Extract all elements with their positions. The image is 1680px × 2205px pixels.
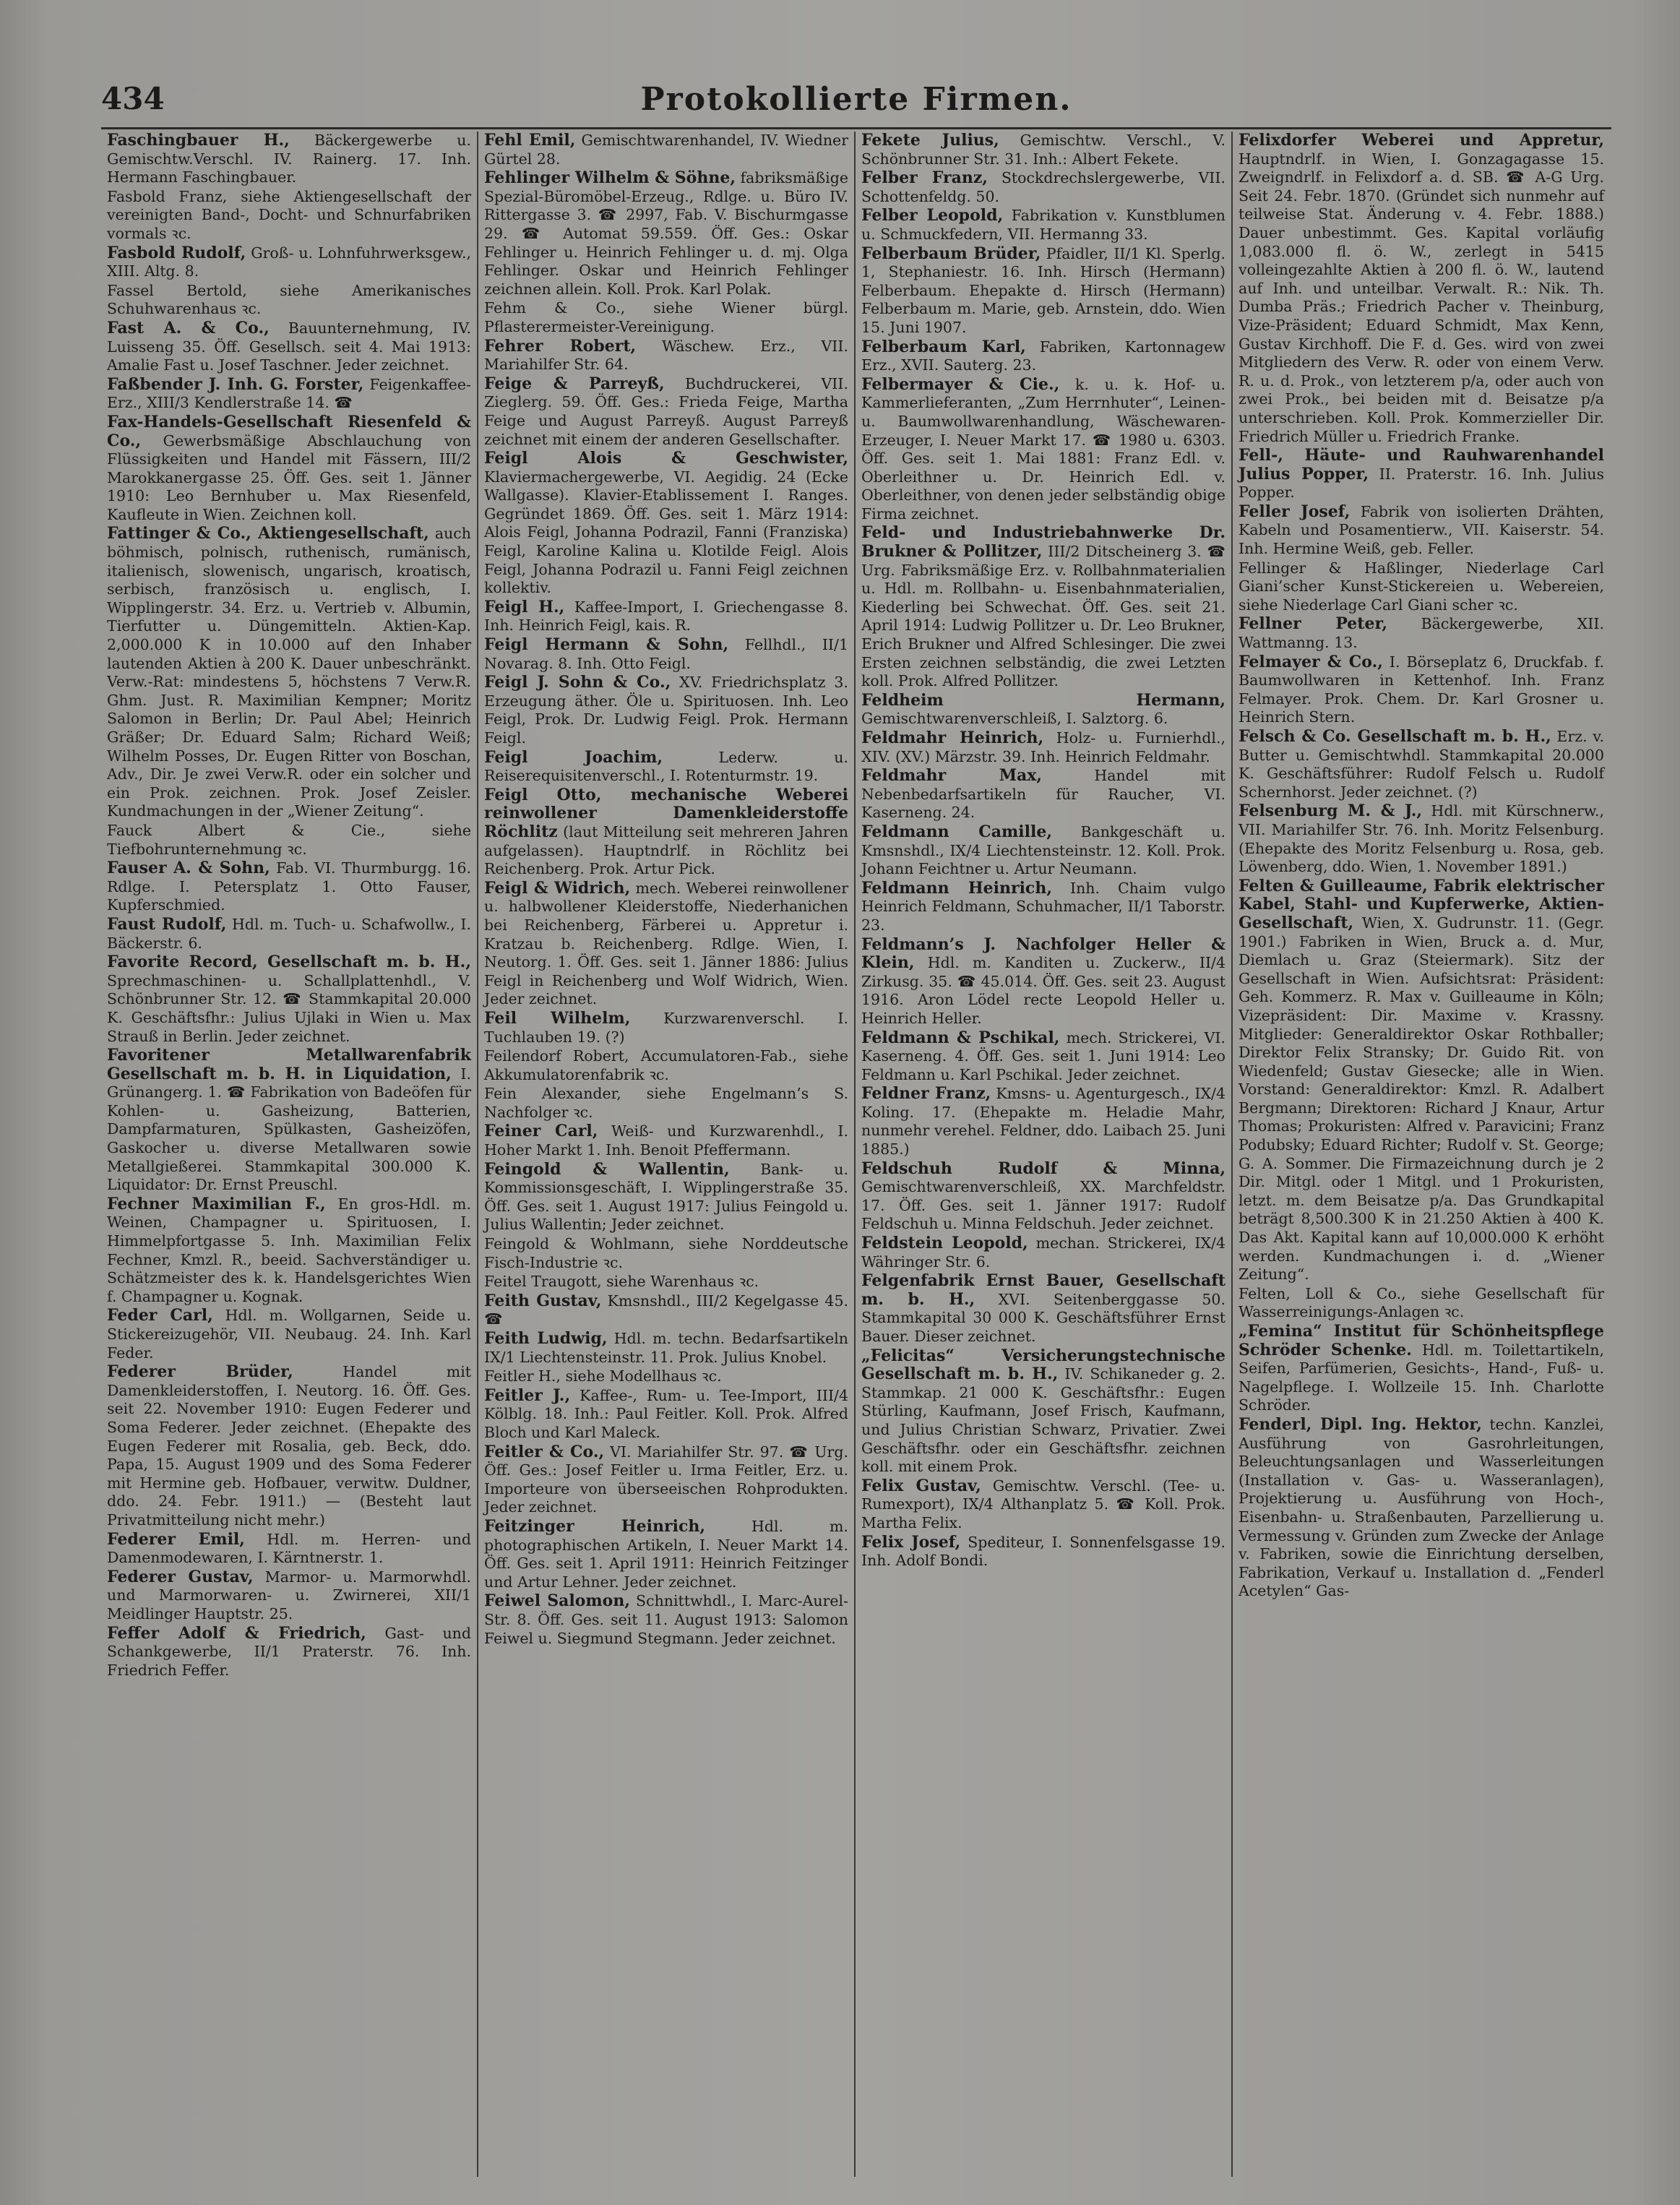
firm-details: mech. Weberei reinwollener u. halbwollener Kleiderstoffe, Niederhanichen bei Reichenberg, Färberei u. Appretur i. Kratzau b. Reichenberg. Rdlge. Wien, I. Neutorg. 1. Öff. Ges. seit 1. Jänner 1886: Julius Feigl in Reichenberg und Wolf Widrich, Wien. Jeder zeichnet. [484, 879, 848, 1008]
firm-entry [861, 207, 1225, 244]
firm-entry [1239, 503, 1604, 559]
firm-details: Fellhdl., II/1 Novarag. 8. Inh. Otto Feigl. [484, 636, 848, 672]
firm-entry [861, 1085, 1225, 1159]
firm-entry [107, 1568, 471, 1624]
firm-details: Feitel Traugott, siehe Warenhaus ꝛc. [484, 1273, 759, 1291]
firm-name: Feiwel Salomon, [484, 1591, 631, 1611]
firm-details: Holz- u. Furnierhdl., XIV. (XV.) Märzstr. 39. Inh. Heinrich Feldmahr. [861, 729, 1225, 765]
firm-details: Gemischtw. Verschl. (Tee- u. Rumexport), IX/4 Althanplatz 5. ☎ Koll. Prok. Martha Felix. [861, 1477, 1226, 1531]
firm-name: Feder Carl, [107, 1306, 213, 1325]
firm-entry [484, 1367, 848, 1386]
firm-details: k. u. k. Hof- u. Kammerlieferanten, „Zum Herrnhuter“, Leinen- u. Baumwollwarenhandlung, Wäschewaren-Erzeuger, I. Neuer Markt 17. ☎ 1980 u. 6303. Öff. Ges. seit 1. Mai 1881: Franz Edl. v. Oberleithner u. Dr. Heinrich Edl. v. Oberleithner, von denen jeder selbständig obige Firma zeichnet. [861, 375, 1225, 523]
firm-entry [107, 1363, 471, 1529]
firm-entry [484, 1010, 848, 1046]
firm-name: Felix Josef, [861, 1532, 961, 1552]
firm-entry [107, 244, 471, 281]
firm-entry [484, 1330, 848, 1367]
firm-entry [484, 1443, 848, 1517]
firm-details: auch böhmisch, polnisch, ruthenisch, rumänisch, italienisch, slowenisch, ungarisch, kroatisch, serbisch, französisch u. englisch, I. Wipplingerstr. 34. Erz. u. Vertrieb v. Albumin, Tierfutter u. Düngemitteln. Aktien-Kap. 2,000.000 K in 10.000 auf den Inhaber lautenden Aktien à 200 K. Dauer unbeschränkt. Verw.-Rat: mindestens 5, höchstens 7 Verw.R. Ghm. Just. R. Maximilian Kempner; Moritz Salomon in Berlin; Dr. Paul Abel; Heinrich Gräßer; Dr. Eduard Salm; Richard Weiß; Wilhelm Posses, Dr. Eugen Ritter von Boschan, Adv., Dir. Je zwei Verw.R. oder ein solcher und ein Prok. zeichnen. Prok. Josef Zeisler. Kundmachungen in der „Wiener Zeitung“. [107, 525, 471, 820]
firm-name: Feitler J., [484, 1385, 571, 1405]
firm-details: I. Börseplatz 6, Druckfab. f. Baumwollwaren in Kettenhof. Inh. Franz Felmayer. Prok. Chem. Dr. Karl Grosner u. Heinrich Stern. [1239, 653, 1604, 726]
firm-entry [484, 1273, 848, 1291]
firm-entry [484, 132, 848, 168]
firm-details: Weiß- und Kurzwarenhdl., I. Hoher Markt 1. Inh. Benoit Pfeffermann. [484, 1122, 849, 1159]
firm-details: Felten, Loll & Co., siehe Gesellschaft für Wasserreinigungs-Anlagen ꝛc. [1239, 1284, 1604, 1321]
firm-name: Feldmann Camille, [861, 822, 1053, 841]
firm-name: Feigl Otto, mechanische Weberei reinwollener Damenkleiderstoffe Röchlitz [484, 785, 848, 841]
firm-details: Fabrikation v. Kunstblumen u. Schmuckfedern, VII. Hermanng 33. [861, 207, 1225, 243]
firm-name: Fauser A. & Sohn, [107, 859, 270, 878]
firm-name: Felber Leopold, [861, 206, 1004, 225]
firm-entry [861, 767, 1225, 822]
firm-name: Feldner Franz, [861, 1084, 991, 1104]
firm-name: Fax-Handels-Gesellschaft Riesenfeld & Co., [107, 412, 471, 450]
firm-details: Fauck Albert & Cie., siehe Tiefbohrunternehmung ꝛc. [107, 821, 471, 858]
firm-details: Erz. v. Butter u. Gemischtwhdl. Stammkapital 20.000 K. Geschäftsführer: Rudolf Felsch u. Rudolf Schernhorst. Jeder zeichnet. (?) [1239, 728, 1605, 801]
firm-name: Feller Josef, [1239, 502, 1351, 521]
column-2 [478, 132, 856, 2177]
firm-entry [861, 132, 1225, 168]
firm-entry [107, 822, 471, 859]
firm-details: Kurzwarenverschl. I. Tuchlauben 19. (?) [484, 1009, 848, 1046]
firm-entry [484, 598, 848, 635]
firm-details: Inh. Chaim vulgo Heinrich Feldmann, Schuhmacher, II/1 Taborstr. 23. [861, 879, 1225, 934]
firm-name: Fell-, Häute- und Rauhwarenhandel Julius Popper, [1239, 446, 1604, 483]
firm-name: Fasbold Rudolf, [107, 243, 246, 262]
firm-entry [861, 692, 1225, 728]
page-header [101, 81, 1611, 124]
firm-name: Feldmann Heinrich, [861, 878, 1052, 898]
firm-entry [107, 1046, 471, 1195]
firm-details: (laut Mitteilung seit mehreren Jahren aufgelassen). Hauptndrlf. in Röchlitz bei Reichenberg. Prok. Artur Pick. [484, 822, 848, 878]
firm-details: Fein Alexander, siehe Engelmann’s S. Nachfolger ꝛc. [484, 1085, 848, 1121]
firm-details: Lederw. u. Reiserequisitenverschl., I. Rotenturmstr. 19. [484, 748, 849, 785]
firm-name: „Felicitas“ Versicherungstechnische Gesellschaft m. b. H., [861, 1346, 1225, 1384]
firm-entry [484, 1387, 848, 1443]
firm-name: Feitzinger Heinrich, [484, 1516, 706, 1536]
firm-details: Schnittwhdl., I. Marc-Aurel-Str. 8. Öff. Ges. seit 11. August 1913: Salomon Feiwel u. Siegmund Stegmann. Jeder zeichnet. [484, 1592, 848, 1647]
firm-details: Kmsns- u. Agenturgesch., IX/4 Koling. 17. (Ehepakte m. Heladie Mahr, nunmehr verehel. Feldner, ddo. Laibach 25. Juni 1885.) [861, 1085, 1225, 1159]
firm-name: Feldmahr Max, [861, 766, 1043, 786]
firm-details: Hdl. m. photographischen Artikeln, I. Neuer Markt 14. Öff. Ges. seit 1. April 1911: Heinrich Feitzinger und Artur Lehner. Jeder zeichnet. [484, 1517, 849, 1591]
firm-details: Klaviermachergewerbe, VI. Aegidig. 24 (Ecke Wallgasse). Klavier-Etablissement I. Ranges. Gegründet 1869. Öff. Ges. seit 1. März 1914: Alois Feigl, Johanna Podrazil, Fanni (Franziska) Feigl, Karoline Kalina u. Klotilde Feigl. Alois Feigl, Johanna Podrazil u. Fanni Feigl zeichnen kollektiv. [484, 468, 848, 597]
firm-name: Felmayer & Co., [1239, 652, 1383, 671]
firm-entry [107, 1625, 471, 1680]
firm-entry [861, 1160, 1225, 1234]
firm-entry [107, 1307, 471, 1362]
firm-details: Hdl. m. Tuch- u. Schafwollw., I. Bäckerstr. 6. [107, 915, 471, 952]
firm-name: Feige & Parreyß, [484, 374, 665, 393]
firm-entry [1239, 1285, 1604, 1322]
firm-entry [1239, 802, 1604, 876]
firm-entry [484, 1292, 848, 1329]
firm-name: Feld- und Industriebahnwerke Dr. Brukner & Pollitzer, [861, 523, 1225, 562]
firm-name: Federer Gustav, [107, 1567, 254, 1586]
firm-name: Fechner Maximilian F., [107, 1194, 326, 1213]
firm-name: Feith Gustav, [484, 1291, 602, 1310]
firm-name: Fenderl, Dipl. Ing. Hektor, [1239, 1414, 1482, 1434]
firm-name: Feigl H., [484, 597, 565, 616]
firm-details: Gewerbsmäßige Abschlauchung von Flüssigkeiten und Handel mit Fässern, III/2 Marokkanergasse 25. Öff. Ges. seit 1. Jänner 1910: Leo Bernhuber u. Max Riesenfeld, Kaufleute in Wien. Zeichnen koll. [107, 431, 471, 523]
firm-details: Gemischtwarenverschleiß, I. Salztorg. 6. [861, 710, 1168, 728]
firm-details: Marmor- u. Marmorwhdl. und Marmorwaren- u. Zwirnerei, XII/1 Meidlinger Hauptstr. 25. [107, 1568, 472, 1622]
firm-entry [861, 1272, 1225, 1346]
firm-details: Sprechmaschinen- u. Schallplattenhdl., V. Schönbrunner Str. 12. ☎ Stammkapital 20.000 K. Geschäftsfhr.: Julius Ujlaki in Wien u. Max Strauß in Berlin. Jeder zeichnet. [107, 971, 471, 1045]
firm-entry [484, 1235, 848, 1272]
firm-name: Fast A. & Co., [107, 318, 270, 338]
firm-entry [861, 376, 1225, 524]
firm-details: Feigenkaffee-Erz., XIII/3 Kendlerstraße 14. ☎ [107, 375, 471, 412]
running-head: Protokollierte Firmen. [640, 81, 1072, 118]
firm-entry [1239, 1416, 1604, 1601]
firm-entry [1239, 728, 1604, 801]
firm-entry [861, 245, 1225, 338]
column-3 [856, 132, 1233, 2177]
firm-entry [107, 132, 471, 187]
firm-entry [484, 338, 848, 374]
firm-name: Faschingbauer H., [107, 132, 290, 150]
firm-details: techn. Kanzlei, Ausführung von Gasrohrleitungen, Beleuchtungsanlagen und Wasserleitungen (Installation v. Gas- u. Wasseranlagen), Projektierung u. Ausführung von Hoch-, Eisenbahn- u. Straßenbauten, Parzellierung u. Vermessung v. Gründen zum Zwecke der Anlage v. Fabriken, sowie die Einrichtung derselben, Fabrikation, Verkauf u. Installation d. „Fenderl Acetylen“ Gas- [1239, 1415, 1604, 1600]
firm-details: Gemischtwarenhandel, IV. Wiedner Gürtel 28. [484, 132, 848, 168]
firm-details: VI. Mariahilfer Str. 97. ☎ Urg. Öff. Ges.: Josef Feitler u. Irma Feitler, Erz. u. Importeure von überseeischen Rohprodukten. Jeder zeichnet. [484, 1443, 848, 1516]
firm-details: Groß- u. Lohnfuhrwerksgew., XIII. Altg. 8. [107, 244, 471, 280]
firm-name: Feldmann & Pschikal, [861, 1028, 1060, 1047]
column-1 [101, 132, 478, 2177]
firm-name: Feigl J. Sohn & Co., [484, 673, 671, 692]
firm-entry [861, 823, 1225, 879]
firm-details: fabriksmäßige Spezial-Büromöbel-Erzeug., Rdlge. u. Büro IV. Rittergasse 3. ☎ 2997, Fab. V. Bischurmgasse 29. ☎ Automat 59.559. Öff. Ges.: Oskar Fehlinger u. Heinrich Fehlinger u. d. mj. Olga Fehlinger. Oskar und Heinrich Fehlinger zeichnen allein. Koll. Prok. Karl Polak. [484, 169, 848, 298]
firm-name: Felberbaum Brüder, [861, 244, 1041, 263]
firm-entry [484, 299, 848, 336]
firm-name: Faßbender J. Inh. G. Forster, [107, 374, 364, 394]
firm-entry [107, 1531, 471, 1568]
firm-entry [1239, 132, 1604, 446]
firm-name: Feldheim Hermann, [861, 690, 1225, 710]
firm-details: I. Grünangerg. 1. ☎ Fabrikation von Badeöfen für Kohlen- u. Gasheizung, Batterien, Dampfarmaturen, Spülkasten, Gasheizöfen, Gaskocher u. diverse Metallwaren sowie Metallgießerei. Stammkapital 300.000 K. Liquidator: Dr. Ernst Preuschl. [107, 1065, 471, 1194]
firm-entry [484, 375, 848, 449]
firm-entry [107, 525, 471, 821]
firm-name: Federer Brüder, [107, 1362, 293, 1382]
firm-name: Feingold & Wallentin, [484, 1159, 730, 1179]
firm-details: Hdl. m. Wollgarnen, Seide u. Stickereizugehör, VII. Neubaug. 24. Inh. Karl Feder. [107, 1307, 471, 1362]
firm-name: Fehl Emil, [484, 132, 576, 150]
firm-name: Favorite Record, Gesellschaft m. b. H., [107, 953, 471, 972]
firm-name: Feigl & Widrich, [484, 878, 631, 898]
firm-entry [1239, 615, 1604, 652]
firm-details: mech. Strickerei, VI. Kaserneng. 4. Öff. Ges. seit 1. Juni 1914: Leo Feldmann u. Karl Pschikal. Jeder zeichnet. [861, 1028, 1225, 1083]
firm-name: Feffer Adolf & Friedrich, [107, 1623, 366, 1643]
firm-details: Gast- und Schankgewerbe, II/1 Praterstr. 76. Inh. Friedrich Feffer. [107, 1624, 471, 1679]
firm-details: II. Praterstr. 16. Inh. Julius Popper. [1239, 465, 1604, 502]
firm-name: Felgenfabrik Ernst Bauer, Gesellschaft m. b. H., [861, 1271, 1225, 1309]
firm-name: Felixdorfer Weberei und Appretur, [1239, 132, 1604, 150]
firm-details: Fehm & Co., siehe Wiener bürgl. Pflasterermeister-Vereinigung. [484, 299, 848, 335]
firm-details: Feingold & Wohlmann, siehe Norddeutsche Fisch-Industrie ꝛc. [484, 1235, 848, 1271]
firm-details: Handel mit Damenkleiderstoffen, I. Neutorg. 16. Öff. Ges. seit 22. November 1910: Eugen Federer und Soma Federer. Jeder zeichnet. (Ehepakte des Eugen Federer mit Rosalia, geb. Beck, ddo. Papa, 15. August 1909 und des Soma Federer mit Hermine geb. Hofbauer, verwitw. Duldner, ddo. 24. Febr. 1911.) — (Besteht laut Privatmitteilung nicht mehr.) [107, 1363, 471, 1529]
firm-details: Feilendorf Robert, Accumulatoren-Fab., siehe Akkumulatorenfabrik ꝛc. [484, 1047, 848, 1083]
firm-entry [484, 880, 848, 1009]
firm-entry [861, 880, 1225, 935]
firm-name: Felbermayer & Cie., [861, 374, 1060, 394]
firm-name: Felsenburg M. & J., [1239, 801, 1423, 821]
firm-details: Hdl. m. techn. Bedarfsartikeln IX/1 Liechtensteinstr. 11. Prok. Julius Knobel. [484, 1330, 848, 1366]
firm-entry [107, 916, 471, 953]
firm-entry [107, 1195, 471, 1307]
firm-name: Feldschuh Rudolf & Minna, [861, 1159, 1225, 1178]
firm-entry [107, 188, 471, 244]
firm-entry [861, 936, 1225, 1028]
firm-name: Federer Emil, [107, 1529, 245, 1549]
firm-details: Hdl. m. Toilettartikeln, Seifen, Parfümerien, Gesichts-, Hand-, Fuß- u. Nagelpflege. I. Wollzeile 15. Inh. Charlotte Schröder. [1239, 1341, 1605, 1414]
firm-details: Wäschew. Erz., VII. Mariahilfer Str. 64. [484, 337, 848, 374]
firm-details: Kmsnshdl., III/2 Kegelgasse 45. ☎ [484, 1291, 848, 1328]
firm-details: Stockdrechslergewerbe, VII. Schottenfeldg. 50. [861, 169, 1225, 205]
firm-entry [1239, 653, 1604, 727]
firm-entry [107, 282, 471, 319]
firm-name: Feiner Carl, [484, 1122, 598, 1141]
firm-name: Fehlinger Wilhelm & Söhne, [484, 168, 736, 188]
firm-entry [107, 859, 471, 915]
firm-details: Bäckergewerbe u. Gemischtw.Verschl. IV. Rainerg. 17. Inh. Hermann Faschingbauer. [107, 132, 471, 186]
firm-name: Favoritener Metallwarenfabrik Gesellschaft m. b. H. in Liquidation, [107, 1046, 471, 1083]
firm-entry [861, 169, 1225, 206]
firm-entry [861, 1477, 1225, 1533]
firm-name: Feldstein Leopold, [861, 1234, 1028, 1253]
firm-entry [484, 1592, 848, 1648]
firm-details: Handel mit Nebenbedarfsartikeln für Raucher, VI. Kaserneng. 24. [861, 767, 1225, 822]
firm-details: Fellinger & Haßlinger, Niederlage Carl Giani’scher Kunst-Stickereien u. Webereien, siehe Niederlage Carl Giani scher ꝛc. [1239, 559, 1604, 614]
firm-entry [861, 524, 1225, 690]
firm-details: Wien, X. Gudrunstr. 11. (Gegr. 1901.) Fabriken in Wien, Bruck a. d. Mur, Diemlach u. Graz (Steiermark). Sitz der Gesellschaft in Wien. Aufsichtsrat: Präsident: Geh. Kommerz. R. Max v. Guilleaume in Köln; Vizepräsident: Dir. Maxime v. Krassny. Mitglieder: Generaldirektor Oskar Rothballer; Direktor Felix Stransky; Dr. Guido Rit. von Wiedenfeld; Gustav Giesecke; alle in Wien. Vorstand: Generaldirektor: Kmzl. R. Adalbert Bergmann; Direktoren: Richard J Knaur, Artur Thomas; Prokuristen: Alfred v. Paravicini; Franz Podubsky; Eduard Richter; Rudolf v. St. George; G. A. Sommer. Die Firmazeichnung durch je 2 Dir. Mitgl. oder 1 Mitgl. und 1 Prokuristen, letzt. m. dem Beisatze p/a. Das Grundkapital beträgt 8,500.300 K in 21.250 Aktien à 400 K. Das Akt. Kapital kann auf 10,000.000 K erhöht werden. Kundmachungen i. d. „Wiener Zeitung“. [1239, 914, 1604, 1284]
firm-details: III/2 Ditscheinerg 3. ☎ Urg. Fabriksmäßige Erz. v. Rollbahnmaterialien u. Hdl. m. Rollbahn- u. Eisenbahnmaterialien, Kiederling bei Schwechat. Öff. Ges. seit 21. April 1914: Ludwig Pollitzer u. Dr. Leo Brukner, Erich Brukner und Alfred Schlesinger. Die zwei Ersten zeichnen selbständig, die zwei Letzten koll. Prok. Alfred Pollitzer. [861, 543, 1225, 690]
firm-entry [1239, 1323, 1604, 1415]
firm-entry [484, 1085, 848, 1122]
firm-entry [484, 1047, 848, 1084]
firm-details: Bank- u. Kommissionsgeschäft, I. Wipplingerstraße 35. Öff. Ges. seit 1. August 1917: Julius Feingold u. Julius Wallentin; Jeder zeichnet. [484, 1160, 848, 1234]
firm-details: Fabriken, Kartonnagew Erz., XVII. Sauterg. 23. [861, 338, 1226, 374]
firm-entry [484, 1161, 848, 1234]
firm-name: Feldmahr Heinrich, [861, 728, 1044, 747]
firm-name: Felten & Guilleaume, Fabrik elektrischer Kabel, Stahl- und Kupferwerke, Aktien-Gesellschaft, [1239, 876, 1604, 932]
firm-details: Gemischtwarenverschleiß, XX. Marchfeldstr. 17. Öff. Ges. seit 1. Jänner 1917: Rudolf Feldschuh u. Minna Feldschuh. Jeder zeichnet. [861, 1178, 1225, 1233]
firm-details: Buchdruckerei, VII. Zieglerg. 59. Öff. Ges.: Frieda Feige, Martha Feige und August Parreyß. August Parreyß zeichnet mit einem der anderen Gesellschafter. [484, 374, 849, 448]
firm-name: Feigl Hermann & Sohn, [484, 635, 729, 655]
firm-details: Hdl. mit Kürschnerw., VII. Mariahilfer Str. 76. Inh. Moritz Felsenburg. (Ehepakte des Moritz Felsenburg u. Rosa, geb. Löwenberg, ddo. Wien, 1. November 1891.) [1239, 802, 1604, 876]
firm-name: Felber Franz, [861, 168, 988, 188]
firm-details: Hauptndrlf. in Wien, I. Gonzagagasse 15. Zweigndrlf. in Felixdorf a. d. SB. ☎ A-G Urg. Seit 24. Febr. 1870. (Gründet sich nunmehr auf teilweise Stat. Änderung v. 4. Febr. 1888.) Dauer unbestimmt. Ges. Kapital vorläufig 1,083.000 fl. ö. W., zerlegt in 5415 volleingezahlte Aktien à 200 fl. ö. W., lautend auf Inh. und unteilbar. Verwalt. R.: Nik. Th. Dumba Präs.; Friedrich Pacher v. Theinburg, Vize-Präsident; Eduard Schmidt, Max Kenn, Gustav Kirchhoff. Die F. d. Ges. wird von zwei Mitgliedern des Verw. R. oder von einem Verw. R. u. d. Prok., von letzterem p/a, oder auch von zwei Prok., bei beiden mit d. Beisatze p/a unterschrieben. Koll. Prok. Kommerzieller Dir. Friedrich Müller u. Friedrich Franke. [1239, 150, 1604, 445]
firm-name: Feith Ludwig, [484, 1329, 608, 1348]
firm-entry [107, 413, 471, 525]
column-4 [1233, 132, 1610, 2177]
firm-entry [1239, 447, 1604, 502]
firm-entry [1239, 877, 1604, 1284]
firm-entry [484, 749, 848, 786]
firm-name: Fehrer Robert, [484, 336, 637, 356]
firm-details: Bauunternehmung, IV. Luisseng 35. Öff. Gesellsch. seit 4. Mai 1913: Amalie Fast u. Josef Taschner. Jeder zeichnet. [107, 319, 471, 374]
firm-name: Felix Gustav, [861, 1476, 981, 1495]
firm-entry [861, 1234, 1225, 1271]
firm-entry [484, 1518, 848, 1591]
firm-name: Feigl Joachim, [484, 747, 663, 767]
directory-columns [101, 132, 1611, 2177]
firm-details: Gemischtw. Verschl., V. Schönbrunner Str. 31. Inh.: Albert Fekete. [861, 132, 1225, 168]
firm-name: Fattinger & Co., Aktiengesellschaft, [107, 524, 429, 543]
firm-entry [107, 376, 471, 413]
firm-details: En gros-Hdl. m. Weinen, Champagner u. Spirituosen, I. Himmelpfortgasse 5. Inh. Maximilian Felix Fechner, Kmzl. R., beeid. Sachverständiger u. Schätzmeister des k. k. Handelsgerichtes Wien f. Champagner u. Kognak. [107, 1195, 471, 1305]
firm-details: XV. Friedrichsplatz 3. Erzeugung äther. Öle u. Spirituosen. Inh. Leo Feigl, Prok. Dr. Ludwig Feigl. Prok. Hermann Feigl. [484, 674, 848, 747]
firm-details: Feitler H., siehe Modellhaus ꝛc. [484, 1367, 722, 1385]
firm-entry [1239, 559, 1604, 615]
firm-name: „Femina“ Institut für Schönheitspflege Schröder Schenke. [1239, 1322, 1604, 1359]
firm-entry [861, 1029, 1225, 1085]
firm-name: Faust Rudolf, [107, 914, 227, 934]
firm-entry [484, 1122, 848, 1159]
page-number: 434 [101, 81, 165, 116]
firm-name: Feil Wilhelm, [484, 1008, 631, 1028]
firm-entry [484, 636, 848, 673]
firm-details: Fassel Bertold, siehe Amerikanisches Schuhwarenhaus ꝛc. [107, 281, 471, 318]
firm-name: Feitler & Co., [484, 1442, 605, 1461]
firm-entry [861, 729, 1225, 766]
firm-name: Feldmann’s J. Nachfolger Heller & Klein, [861, 934, 1225, 973]
firm-details: Kaffee-Import, I. Griechengasse 8. Inh. Heinrich Feigl, kais. R. [484, 598, 848, 635]
firm-details: Kaffee-, Rum- u. Tee-Import, III/4 Kölblg. 18. Inh.: Paul Feitler. Koll. Prok. Alfred Bloch und Karl Maleck. [484, 1386, 849, 1441]
firm-name: Fekete Julius, [861, 132, 999, 150]
header-rule [101, 127, 1611, 129]
firm-entry [107, 319, 471, 375]
firm-details: Bankgeschäft u. Kmsnshdl., IX/4 Liechtensteinstr. 12. Koll. Prok. Johann Feichtner u. Artur Neumann. [861, 822, 1225, 878]
firm-details: Fasbold Franz, siehe Aktiengesellschaft der vereinigten Band-, Docht- und Schnurfabriken vormals ꝛc. [107, 187, 471, 242]
firm-details: Hdl. m. Kanditen u. Zuckerw., II/4 Zirkusg. 35. ☎ 45.014. Öff. Ges. seit 23. August 1916. Aron Lödel recte Leopold Heller u. Heinrich Heller. [861, 954, 1225, 1027]
firm-entry [861, 338, 1225, 375]
firm-details: Spediteur, I. Sonnenfelsgasse 19. Inh. Adolf Bondi. [861, 1533, 1225, 1570]
firm-name: Feigl Alois & Geschwister, [484, 449, 848, 468]
firm-details: Bäckergewerbe, XII. Wattmanng. 13. [1239, 615, 1604, 652]
firm-details: Hdl. m. Herren- und Damenmodewaren, I. Kärntnerstr. 1. [107, 1530, 471, 1567]
firm-entry [484, 786, 848, 879]
firm-entry [861, 1347, 1225, 1477]
firm-entry [107, 953, 471, 1046]
firm-details: Pfaidler, II/1 Kl. Sperlg. 1, Stephaniestr. 16. Inh. Hirsch (Hermann) Felberbaum. Ehepakte d. Hirsch (Hermann) Felberbaum m. Marie, geb. Arnstein, ddo. Wien 15. Juni 1907. [861, 244, 1225, 336]
firm-name: Fellner Peter, [1239, 614, 1388, 634]
firm-name: Felberbaum Karl, [861, 337, 1026, 356]
firm-entry [861, 1534, 1225, 1570]
firm-details: Fabrik von isolierten Drähten, Kabeln und Posamentierw., VII. Kaiserstr. 54. Inh. Hermine Weiß, geb. Feller. [1239, 502, 1605, 558]
firm-name: Felsch & Co. Gesellschaft m. b. H., [1239, 727, 1551, 746]
firm-entry [484, 450, 848, 598]
firm-entry [484, 169, 848, 298]
firm-entry [484, 674, 848, 747]
firm-details: mechan. Strickerei, IX/4 Währinger Str. 6. [861, 1234, 1225, 1271]
firm-details: XVI. Seitenberggasse 50. Stammkapital 30 000 K. Geschäftsführer Ernst Bauer. Dieser zeichnet. [861, 1290, 1225, 1345]
firm-details: Fab. VI. Thurmburgg. 16. Rdlge. I. Petersplatz 1. Otto Fauser, Kupferschmied. [107, 859, 472, 914]
firm-details: IV. Schikaneder g. 2. Stammkap. 21 000 K. Geschäftsfhr.: Eugen Stürling, Kaufmann, Josef Frisch, Kaufmann, und Julius Christian Schwarz, Privatier. Zwei Geschäftsfhr. oder ein Geschäftsfhr. zeichnen koll. mit einem Prok. [861, 1365, 1225, 1476]
